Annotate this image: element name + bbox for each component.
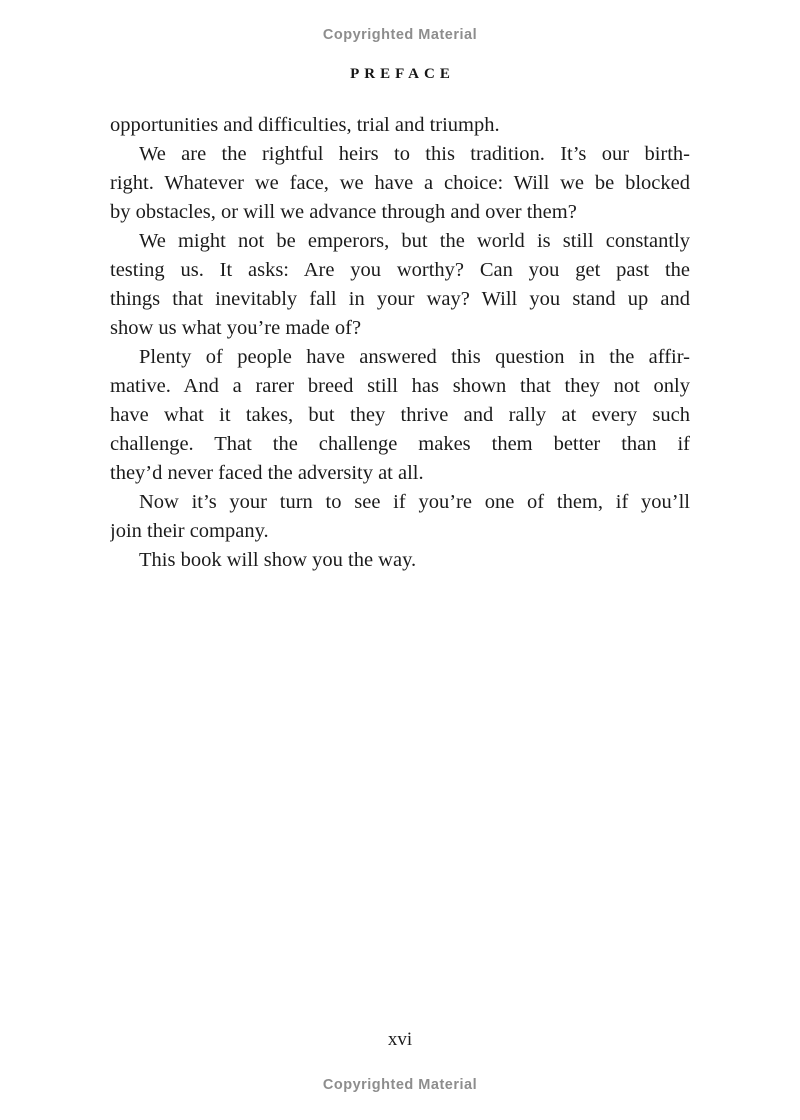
text-line: right. Whatever we face, we have a choice: Will we be blocked	[110, 172, 690, 194]
copyright-notice-bottom: Copyrighted Material	[322, 1077, 478, 1093]
copyright-notice-top: Copyrighted Material	[322, 27, 478, 43]
paragraph	[110, 111, 690, 140]
text-line: join their company.	[110, 520, 269, 542]
text-line: things that inevitably fall in your way? Will you stand up and	[110, 288, 690, 310]
text-line: they’d never faced the adversity at all.	[110, 462, 424, 484]
paragraph	[110, 227, 690, 343]
text-line: We are the rightful heirs to this tradition. It’s our birth-	[139, 143, 690, 165]
page-number: xvi	[387, 1029, 413, 1050]
text-line: We might not be emperors, but the world is still constantly	[139, 230, 690, 252]
paragraph	[110, 343, 690, 488]
page-body	[110, 111, 690, 575]
paragraph	[110, 546, 690, 575]
paragraph	[110, 140, 690, 227]
paragraph	[110, 488, 690, 546]
text-line: by obstacles, or will we advance through and over them?	[110, 201, 577, 223]
chapter-heading: PREFACE	[350, 66, 455, 82]
text-line: show us what you’re made of?	[110, 317, 362, 339]
text-line: opportunities and difficulties, trial and triumph.	[110, 114, 500, 136]
text-line: Now it’s your turn to see if you’re one of them, if you’ll	[139, 491, 690, 513]
text-line: testing us. It asks: Are you worthy? Can you get past the	[110, 259, 690, 281]
text-line: mative. And a rarer breed still has shown that they not only	[110, 375, 690, 397]
text-line: This book will show you the way.	[139, 549, 417, 571]
text-line: Plenty of people have answered this question in the affir-	[139, 346, 690, 368]
text-line: have what it takes, but they thrive and rally at every such	[110, 404, 690, 426]
text-line: challenge. That the challenge makes them better than if	[110, 433, 690, 455]
